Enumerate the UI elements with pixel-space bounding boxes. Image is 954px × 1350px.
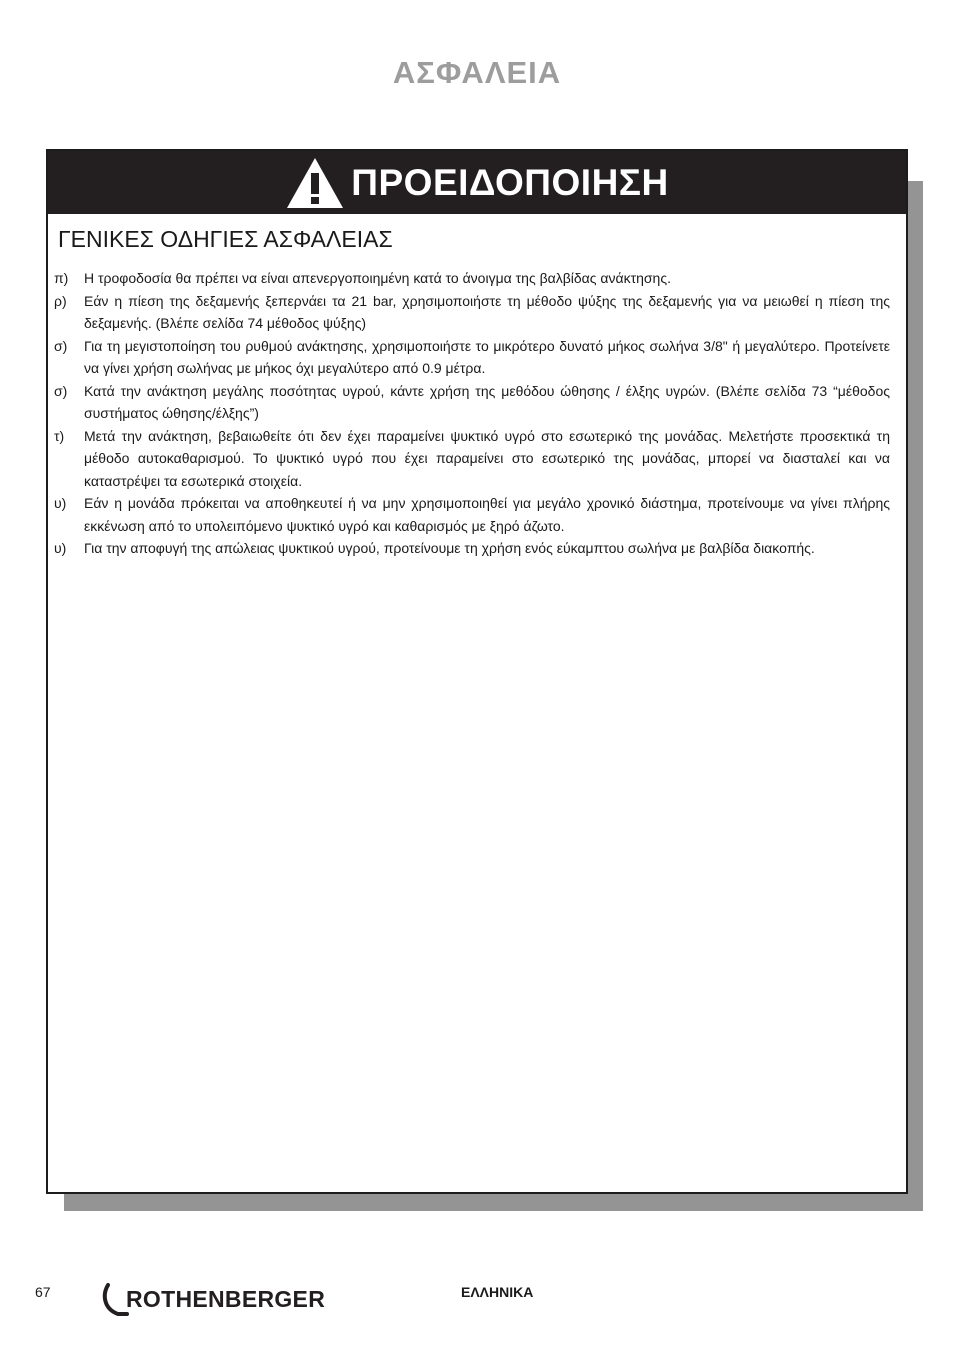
brand-name: ROTHENBERGER bbox=[126, 1285, 326, 1312]
warning-box bbox=[46, 149, 908, 1194]
list-item bbox=[54, 267, 890, 290]
item-marker: σ) bbox=[54, 337, 68, 354]
item-marker: σ) bbox=[54, 382, 68, 399]
page-number: 67 bbox=[35, 1284, 51, 1300]
warning-title: ΠΡΟΕΙΔΟΠΟΙΗΣΗ bbox=[351, 161, 669, 203]
list-item bbox=[54, 537, 890, 560]
item-marker: ρ) bbox=[54, 292, 67, 309]
item-text: Εάν η μονάδα πρόκειται να αποθηκευτεί ή να μην χρησιμοποιηθεί για μεγάλο χρονικό διάστημα, προτείνουμε να γίνει πλήρης εκκένωση από το υπολειπόμενο ψυκτικό υγρό και καθαρισμός με ξηρό άζωτο. bbox=[84, 495, 890, 534]
section-heading: ΓΕΝΙΚΕΣ ΟΔΗΓΙΕΣ ΑΣΦΑΛΕΙΑΣ bbox=[58, 226, 393, 252]
warning-triangle-icon bbox=[285, 156, 345, 210]
warning-header bbox=[48, 151, 906, 214]
item-text: Η τροφοδοσία θα πρέπει να είναι απενεργοποιημένη κατά το άνοιγμα της βαλβίδας ανάκτησης. bbox=[84, 270, 671, 286]
list-item bbox=[54, 492, 890, 537]
footer-language: ΕΛΛΗΝΙΚΑ bbox=[461, 1284, 534, 1300]
list-item bbox=[54, 425, 890, 493]
item-text: Εάν η πίεση της δεξαμενής ξεπερνάει τα 21 bar, χρησιμοποιήστε τη μέθοδο ψύξης της δεξαμενής για να μειωθεί η πίεση της δεξαμενής. (Βλέπε σελίδα 74 μέθοδος ψύξης) bbox=[84, 292, 890, 331]
item-text: Για την αποφυγή της απώλειας ψυκτικού υγρού, προτείνουμε τη χρήση ενός εύκαμπτου σωλήνα με βαλβίδα διακοπής. bbox=[84, 540, 815, 556]
list-item bbox=[54, 335, 890, 380]
item-marker: π) bbox=[54, 270, 69, 286]
item-text: Για τη μεγιστοποίηση του ρυθμού ανάκτησης, χρησιμοποιήστε το μικρότερο δυνατό μήκος σωλήνα 3/8" ή μεγαλύτερο. Προτείνετε να γίνει χρήση σωλήνας με μήκος όχι μεγαλύτερο από 0.9 μέτρα. bbox=[84, 337, 890, 376]
brand-logo bbox=[100, 1281, 325, 1317]
list-item bbox=[54, 380, 890, 425]
item-marker: υ) bbox=[54, 495, 67, 511]
page-title: ΑΣΦΑΛΕΙΑ bbox=[392, 55, 562, 90]
instruction-list bbox=[48, 267, 906, 560]
item-marker: υ) bbox=[54, 540, 67, 556]
list-item bbox=[54, 290, 890, 335]
item-text: Κατά την ανάκτηση μεγάλης ποσότητας υγρού, κάντε χρήση της μεθόδου ώθησης / έλξης υγρών. (Βλέπε σελίδα 73 “μέθοδος συστήματος ώθησης/έλξης”) bbox=[84, 382, 890, 421]
item-marker: τ) bbox=[54, 427, 65, 444]
item-text: Μετά την ανάκτηση, βεβαιωθείτε ότι δεν έχει παραμείνει ψυκτικό υγρό στο εσωτερικό της μονάδας. Μελετήστε προσεκτικά τη μέθοδο αυτοκαθαρισμού. Το ψυκτικό υγρό που έχει παραμείνει στο εσωτερικό της μονάδας, μπορεί να διασταλεί και να καταστρέψει τα εσωτερικά στοιχεία. bbox=[84, 427, 890, 489]
